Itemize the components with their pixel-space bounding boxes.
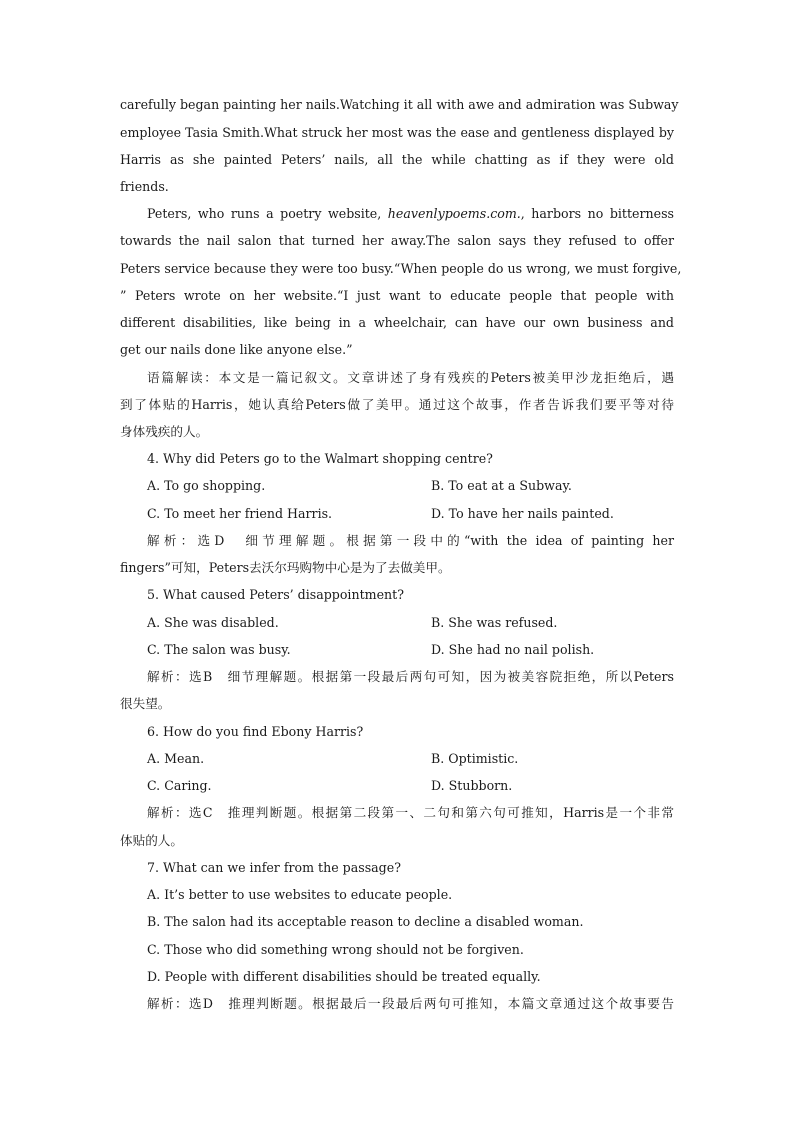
passage-line: friends. [120,179,169,194]
option-c: C. The salon was busy. [147,642,291,657]
passage-line: different disabilities, like being in a wheelchair, can have our own business and [120,315,674,330]
explanation-line: 体贴的人。 [120,833,183,848]
summary-line: 语篇解读：本文是一篇记叙文。文章讲述了身有残疾的Peters被美甲沙龙拒绝后，遇 [147,370,674,385]
option-c: C. To meet her friend Harris. [147,506,333,521]
passage-text: , harbors no bitterness [520,206,674,221]
explanation-line: 很失望。 [120,696,171,711]
question-stem: 6. How do you find Ebony Harris? [147,724,364,739]
option-b: B. To eat at a Subway. [431,478,572,493]
passage-line [147,205,674,223]
explanation-line: 解析：选D 推理判断题。根据最后一段最后两句可推知，本篇文章通过这个故事要告 [147,996,674,1011]
question-stem: 5. What caused Peters’ disappointment? [147,587,404,602]
passage-line: ” Peters wrote on her website.“I just want to educate people that people with [120,288,674,303]
option-d: D. She had no nail polish. [431,642,595,657]
option-b: B. The salon had its acceptable reason to decline a disabled woman. [147,914,584,929]
passage-line: employee Tasia Smith.What struck her most was the ease and gentleness displayed by [120,125,674,140]
website-name: heavenlypoems.com. [387,206,521,221]
option-a: A. To go shopping. [147,478,266,493]
passage-text: Peters, who runs a poetry website, [147,206,388,221]
option-b: B. She was refused. [431,615,558,630]
passage-line: towards the nail salon that turned her away.The salon says they refused to offer [120,233,674,248]
option-c: C. Caring. [147,778,212,793]
summary-line: 到了体贴的Harris，她认真给Peters做了美甲。通过这个故事，作者告诉我们要平等对待 [120,397,674,412]
passage-line: Harris as she painted Peters’ nails, all the while chatting as if they were old [120,152,674,167]
explanation-line: 解析：选B 细节理解题。根据第一段最后两句可知，因为被美容院拒绝，所以Peters [147,669,674,684]
explanation-line: 解析：选D 细节理解题。根据第一段中的“with the idea of painting her [147,533,674,548]
passage-line: Peters service because they were too busy.“When people do us wrong, we must forgive, [120,261,682,276]
option-a: A. Mean. [147,751,205,766]
option-d: D. People with different disabilities should be treated equally. [147,969,541,984]
summary-line: 身体残疾的人。 [120,424,209,439]
explanation-line: 解析：选C 推理判断题。根据第二段第一、二句和第六句可推知，Harris是一个非常 [147,805,674,820]
question-stem: 7. What can we infer from the passage? [147,860,401,875]
explanation-line: fingers”可知，Peters去沃尔玛购物中心是为了去做美甲。 [120,560,451,575]
passage-line: carefully began painting her nails.Watching it all with awe and admiration was Subway [120,97,679,112]
passage-line: get our nails done like anyone else.” [120,342,353,357]
option-d: D. Stubborn. [431,778,513,793]
option-d: D. To have her nails painted. [431,506,614,521]
question-stem: 4. Why did Peters go to the Walmart shopping centre? [147,451,493,466]
option-c: C. Those who did something wrong should not be forgiven. [147,942,524,957]
option-a: A. It’s better to use websites to educate people. [147,887,453,902]
option-b: B. Optimistic. [431,751,519,766]
option-a: A. She was disabled. [147,615,279,630]
